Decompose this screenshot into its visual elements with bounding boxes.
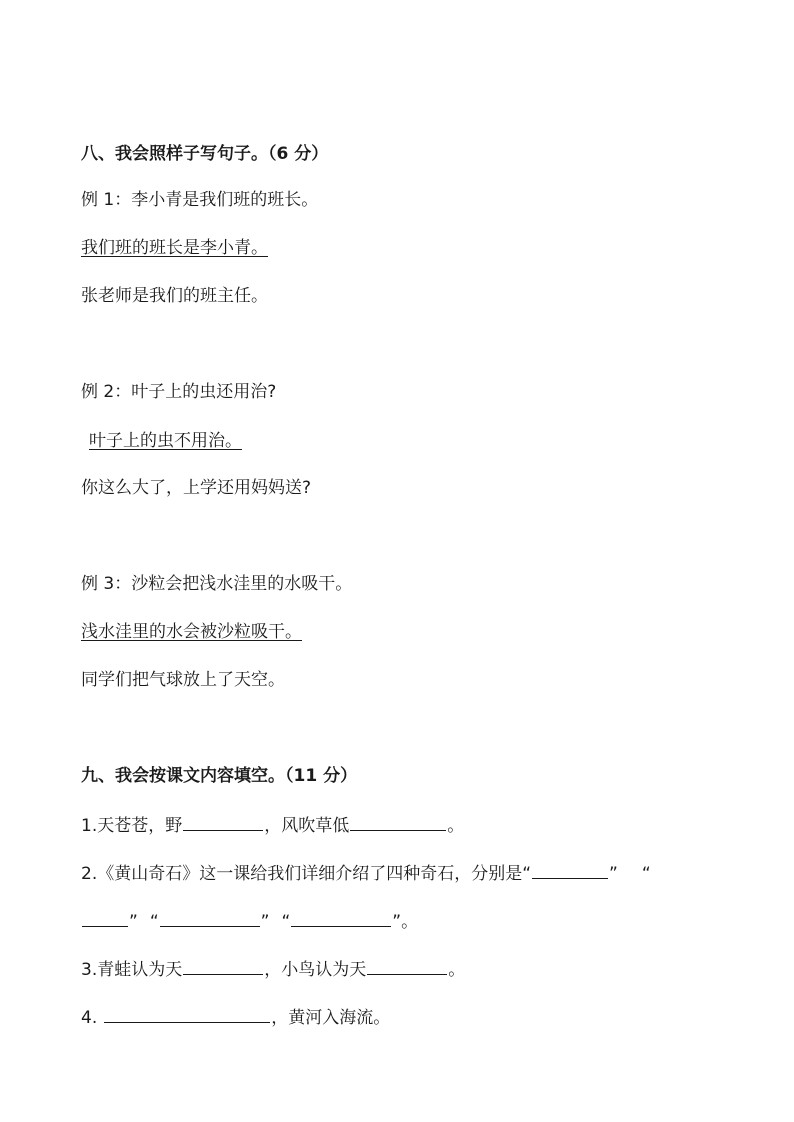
- answer-blank[interactable]: [183, 956, 263, 975]
- answer-blank[interactable]: [160, 908, 260, 927]
- answer-blank[interactable]: [367, 956, 447, 975]
- answer-blank[interactable]: [532, 860, 608, 879]
- example-2-model-answer: 叶子上的虫不用治。: [89, 431, 242, 451]
- question-4: 4. ，黄河入海流。: [81, 1004, 390, 1030]
- question-3: 3.青蛙认为天 ，小鸟认为天 。: [81, 956, 465, 982]
- example-2-task: 你这么大了，上学还用妈妈送?: [81, 478, 312, 498]
- answer-blank[interactable]: [183, 812, 263, 831]
- example-3-prompt: 例 3：沙粒会把浅水洼里的水吸干。: [81, 574, 353, 594]
- section-9-title: 九、我会按课文内容填空。（11 分）: [81, 766, 358, 786]
- example-1-model-answer: 我们班的班长是李小青。: [81, 238, 268, 258]
- question-2: 2.《黄山奇石》这一课给我们详细介绍了四种奇石，分别是“ ” “: [81, 860, 651, 886]
- answer-blank[interactable]: [82, 908, 128, 927]
- section-8-title: 八、我会照样子写句子。（6 分）: [81, 144, 329, 164]
- example-1-prompt: 例 1：李小青是我们班的班长。: [81, 190, 319, 210]
- example-1-task: 张老师是我们的班主任。: [81, 286, 268, 306]
- answer-blank[interactable]: [291, 908, 391, 927]
- example-3-task: 同学们把气球放上了天空。: [81, 670, 285, 690]
- example-3-model-answer: 浅水洼里的水会被沙粒吸干。: [81, 622, 302, 642]
- answer-blank[interactable]: [350, 812, 446, 831]
- example-2-prompt: 例 2：叶子上的虫还用治?: [81, 382, 277, 402]
- question-1: 1.天苍苍，野 ，风吹草低 。: [81, 812, 464, 838]
- question-2-continued: ” “ ” “ ”。: [81, 908, 418, 934]
- answer-blank[interactable]: [104, 1004, 270, 1023]
